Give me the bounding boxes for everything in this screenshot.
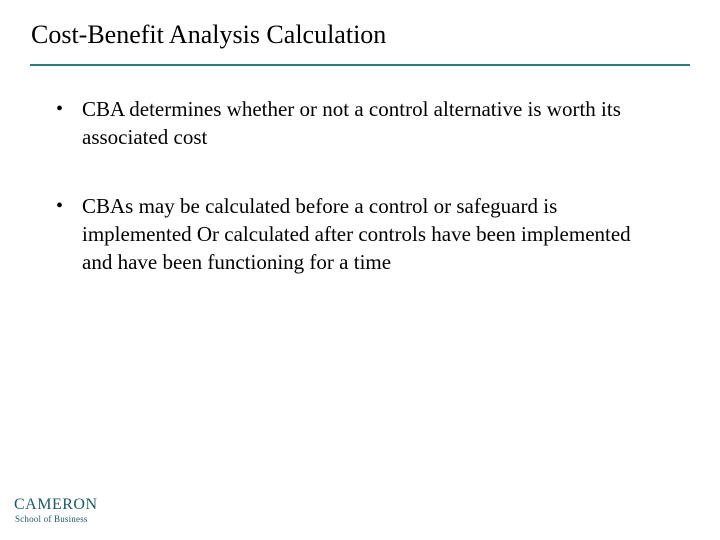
bullet-text: CBAs may be calculated before a control or safeguard is implemented Or calculated after controls have been implemented and have been functioning for a time (82, 194, 631, 274)
cameron-logo (14, 496, 104, 530)
bullet-list (56, 95, 656, 317)
bullet-glyph: • (56, 195, 64, 217)
logo-name: CAMERON (14, 496, 98, 513)
bullet-item (56, 192, 656, 276)
slide-title: Cost-Benefit Analysis Calculation (31, 20, 387, 49)
title-divider (30, 64, 690, 66)
bullet-item (56, 95, 656, 151)
bullet-glyph: • (56, 98, 64, 120)
bullet-text: CBA determines whether or not a control alternative is worth its associated cost (82, 97, 621, 149)
logo-subtitle: School of Business (15, 514, 88, 524)
